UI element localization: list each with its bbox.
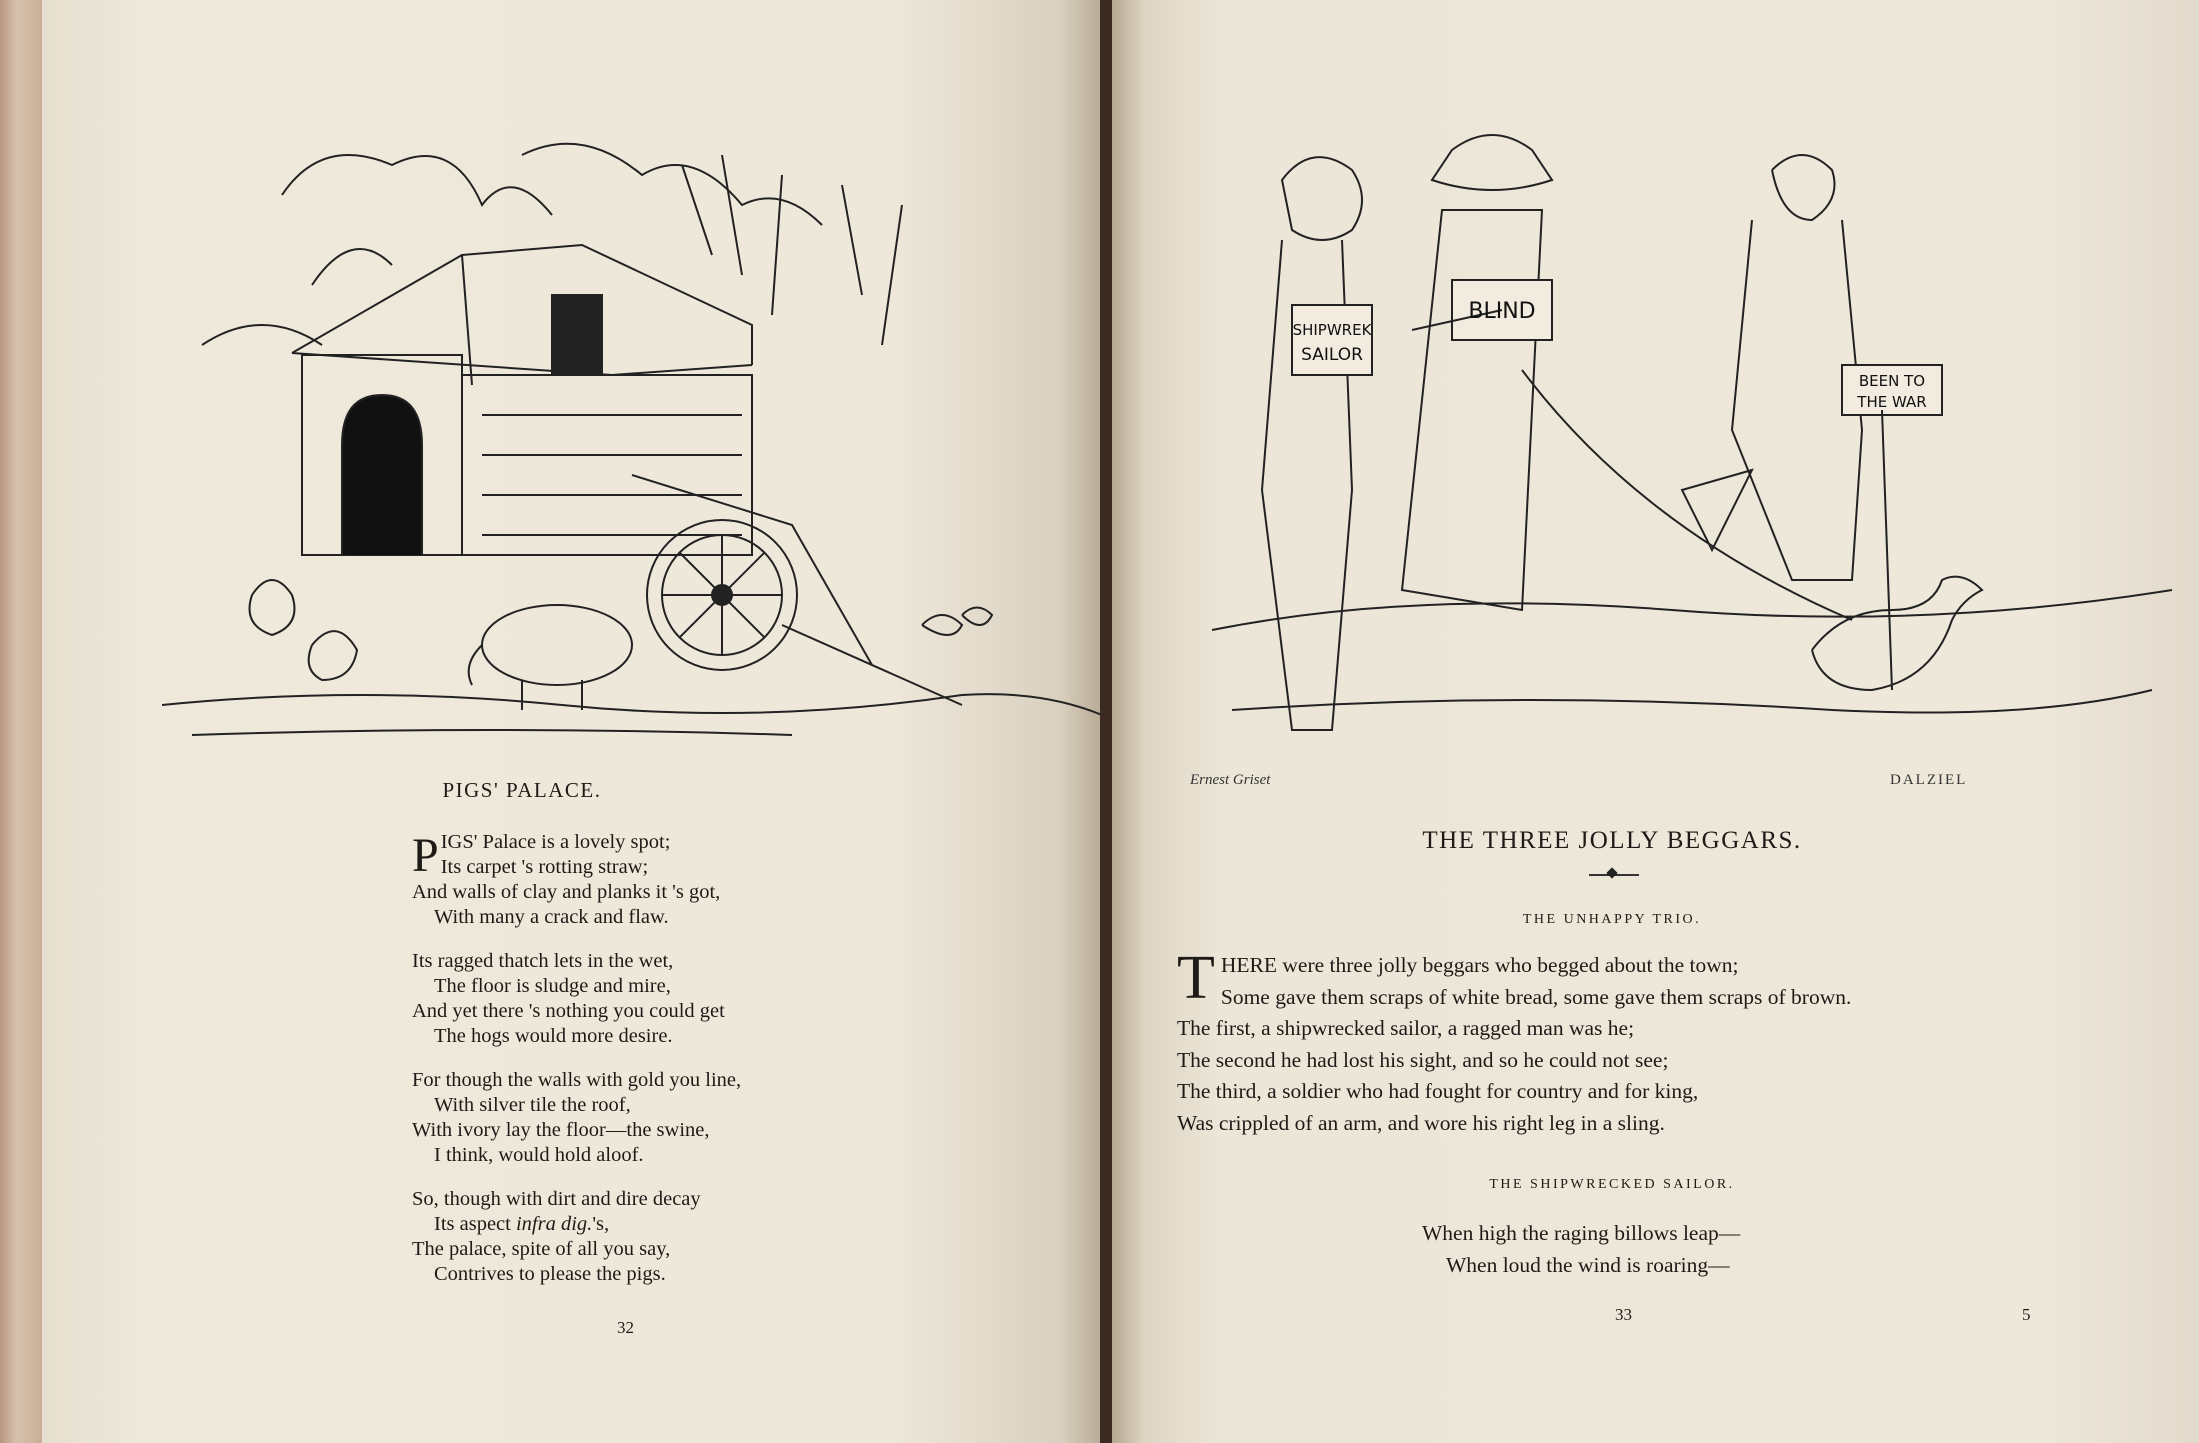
page-number-left: 32 <box>617 1318 634 1337</box>
italic-phrase: infra dig. <box>515 1213 593 1235</box>
poem-line: The floor is sludge and mire, <box>434 975 671 997</box>
poem-line: And walls of clay and planks it 's got, <box>412 881 721 903</box>
verse-line: When loud the wind is roaring— <box>1446 1252 1730 1277</box>
right-page-title: THE THREE JOLLY BEGGARS. <box>1422 827 1802 854</box>
poem-line: And yet there 's nothing you could get <box>412 1000 725 1022</box>
artist-signature: Ernest Griset <box>1190 772 1271 788</box>
left-page-title: PIGS' PALACE. <box>442 778 602 802</box>
beggars-verse <box>1177 944 2187 1139</box>
poem-line: Contrives to please the pigs. <box>434 1263 666 1285</box>
drop-cap: P <box>412 829 439 882</box>
verse-line: Some gave them scraps of white bread, some gave them scraps of brown. <box>1220 984 1852 1009</box>
verse-line: Was crippled of an arm, and wore his right leg in a sling. <box>1177 1110 1665 1135</box>
stanza-1 <box>412 830 1012 930</box>
pig-sty-drawing <box>162 125 1102 740</box>
poem-line: Its ragged thatch lets in the wet, <box>412 950 674 972</box>
poem-line: With silver tile the roof, <box>434 1094 631 1116</box>
sign-sailor-line1: SHIPWREK <box>1292 321 1372 339</box>
page-edges <box>0 0 42 1443</box>
page-number-right: 33 <box>1615 1305 1632 1324</box>
three-beggars-illustration <box>1192 110 2192 810</box>
poem-line: The hogs would more desire. <box>434 1025 673 1047</box>
verse-line: The third, a soldier who had fought for country and for king, <box>1177 1079 1699 1103</box>
sailor-verse <box>1422 1218 2022 1281</box>
sign-war-line1: BEEN TO <box>1858 372 1926 390</box>
beggars-drawing <box>1192 110 2192 810</box>
stanza-3 <box>412 1068 1012 1168</box>
verse-line: HERE were three jolly beggars who begged about the town; <box>1220 953 1739 977</box>
poem-line: With many a crack and flaw. <box>434 906 669 928</box>
poem-line: So, though with dirt and dire decay <box>412 1188 701 1210</box>
ornament-diamond <box>1606 867 1617 878</box>
sign-blind: BLIND <box>1468 299 1536 324</box>
subtitle: THE UNHAPPY TRIO. <box>1522 912 1702 927</box>
section-heading: THE SHIPWRECKED SAILOR. <box>1489 1177 1735 1192</box>
poem-line: I think, would hold aloof. <box>434 1144 644 1166</box>
pigs-palace-poem <box>412 830 1012 1306</box>
drop-cap: T <box>1177 944 1215 1012</box>
signature-mark: 5 <box>2022 1305 2031 1324</box>
poem-line: For though the walls with gold you line, <box>412 1069 742 1091</box>
right-page <box>1112 0 2199 1443</box>
verse-line: The first, a shipwrecked sailor, a ragged man was he; <box>1177 1016 1635 1040</box>
line-text: 's, <box>592 1213 610 1235</box>
verse-line: When high the raging billows leap— <box>1422 1221 1741 1245</box>
sign-war-line2: THE WAR <box>1857 393 1927 411</box>
left-page <box>42 0 1102 1443</box>
sign-sailor-line2: SAILOR <box>1301 345 1363 365</box>
pigs-palace-illustration <box>162 125 1102 740</box>
stanza-4 <box>412 1187 1012 1287</box>
verse-line: The second he had lost his sight, and so he could not see; <box>1177 1047 1669 1072</box>
poem-line: Its carpet 's rotting straw; <box>440 856 649 878</box>
poem-line: IGS' Palace is a lovely spot; <box>440 831 671 853</box>
poem-line: The palace, spite of all you say, <box>412 1238 671 1260</box>
poem-line: With ivory lay the floor—the swine, <box>412 1119 710 1141</box>
poem-line <box>412 1212 1012 1237</box>
stanza-2 <box>412 949 1012 1049</box>
line-text: Its aspect <box>434 1213 516 1235</box>
engraver-signature: DALZIEL <box>1890 772 1968 788</box>
